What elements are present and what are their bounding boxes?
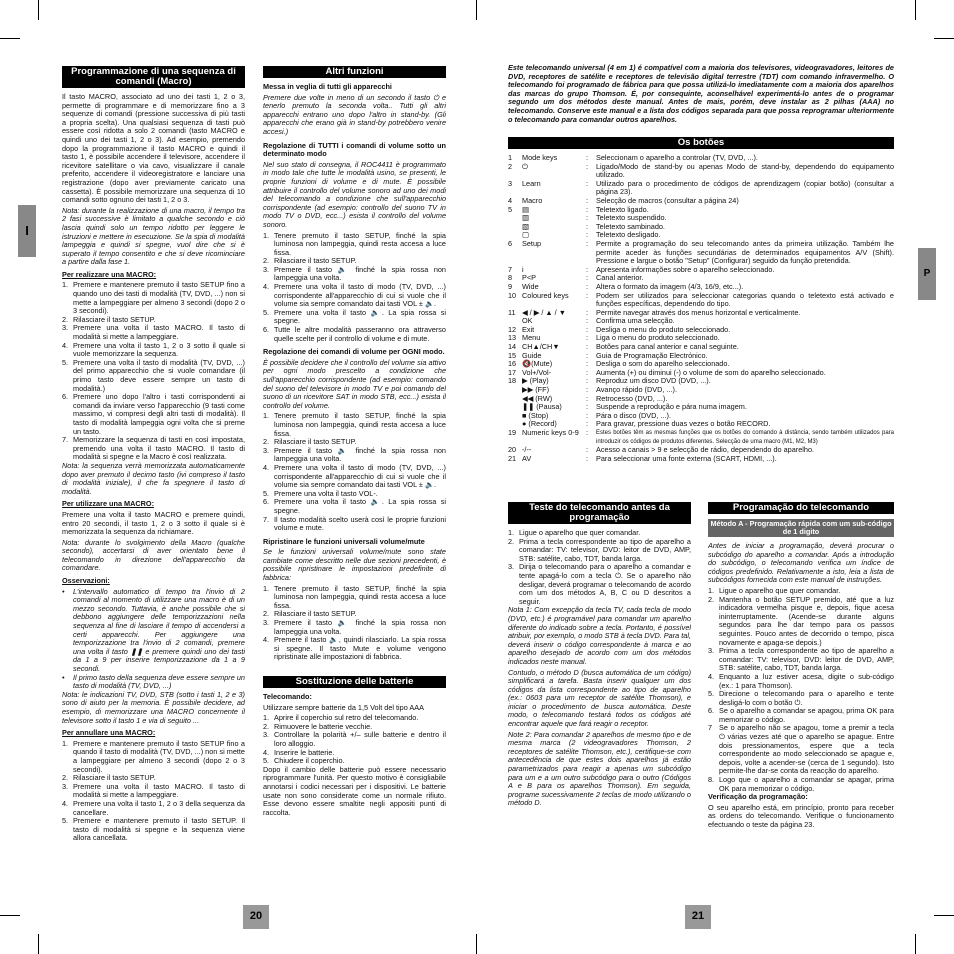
page-number-right: 21	[685, 905, 711, 929]
button-description: Altera o formato da imagem (4/3, 16/9, etc...).	[596, 281, 744, 291]
list-item: Direcione o telecomando para o aparelho e tente desligá-lo com o botão ⏻.	[719, 689, 894, 707]
separator: :	[586, 324, 589, 334]
list-item: L'intervallo automatico di tempo tra l'invio di 2 comandi al momento di utilizzare una macro è di un mezzo secondo. Tuttavia, è anche possibile che si debbono aggiungere delle temporizzazioni nella sequenza al fine di lasciare il tempo di accendersi a certi apparecchi. Per aggiungere una temporizzazione tra l'invio di 2 comandi, premere una volta il tasto ❚❚ e premere quindi uno dei tasti da 1 a 9 per inserire temporizzazione da 1 a 9 secondi.	[73, 586, 245, 673]
crop-mark	[934, 38, 954, 39]
language-tab-italian: I	[18, 205, 36, 257]
standby-title: Messa in veglia di tutti gli apparecchi	[263, 82, 392, 91]
list-item: Rilasciare il tasto SETUP.	[274, 609, 357, 619]
list-item: Tenere premuto il tasto SETUP, finché la spia luminosa non lampeggia, quindi resta accesa a luce fissa.	[274, 411, 446, 438]
list-item: Enquanto a luz estiver acesa, digite o sub-código (ex.: 1 para Thomson).	[719, 671, 894, 690]
method-a-heading: Método A - Programação rápida com um sub-código de 1 digito	[708, 519, 894, 537]
row-number	[508, 412, 522, 421]
separator: :	[586, 307, 589, 317]
list-item: Rilasciare il tasto SETUP.	[73, 314, 156, 324]
button-table	[508, 154, 894, 463]
separator: :	[586, 393, 589, 403]
row-number: 18	[508, 376, 517, 386]
row-number: 8	[508, 273, 513, 283]
list-item: Premere una volta il tasto di modo (TV, DVD, ...) corrispondente all'apparecchio di cui si vuole che il volume sia sempre comandato dai tasti VOL ± 🔈.	[274, 462, 446, 490]
button-name: ▶▶ (FF)	[522, 385, 550, 395]
button-description: Estes botões têm as mesmas funções que os botões do comando à distância, sendo também utilizados para introduzir os códigos de produtos diferentes. Selecção de uma macro (M1, M2, M3)	[596, 430, 894, 445]
separator: :	[586, 359, 589, 369]
button-name: ■ (Stop)	[522, 410, 549, 420]
table-row	[508, 403, 894, 412]
verif-text: O seu aparelho está, em princípio, pronto para receber as ordens do telecomando. Verifique o funcionamento efectuando o teste da página 23.	[708, 802, 894, 829]
button-description: Aumenta (+) ou diminui (-) o volume de som do aparelho seleccionado.	[596, 367, 826, 377]
button-name: AV	[522, 453, 532, 463]
row-number: 15	[508, 350, 517, 360]
language-tab-portuguese: P	[918, 248, 936, 300]
separator: :	[586, 350, 589, 360]
table-row	[508, 214, 894, 223]
button-description: Podem ser utilizados para seleccionar categorias quando o teletexto está activado e funções específicas, dependendo do tipo.	[596, 290, 894, 309]
list-item: Aprire il coperchio sul retro del telecomando.	[274, 713, 419, 723]
botoes-section	[508, 137, 894, 497]
separator: :	[586, 161, 589, 171]
prog-column	[708, 502, 894, 897]
button-name: Coloured keys	[522, 290, 569, 300]
separator: :	[586, 385, 589, 395]
realize-title: Per realizzare una MACRO:	[62, 269, 157, 279]
button-name: Learn	[522, 178, 541, 188]
teste-heading: Teste do telecomando antes da programação	[508, 502, 691, 524]
list-item: Premere una volta il tasto 🔈. La spia rossa si spegne.	[274, 497, 446, 515]
list-item: Controllare la polarità +/– sulle batterie e dentro il loro alloggio.	[274, 730, 446, 748]
list-item: Dirija o telecomando para o aparelho a comandar e tente apagá-lo com a tecla ⏻. Se o aparelho não desligar, deverá programar o telecomando de acordo com um dos métodos A, B, C ou D descritos a seguir.	[519, 562, 691, 606]
button-description: Para seleccionar uma fonte externa (SCART, HDMI, ...).	[596, 453, 777, 463]
table-row	[508, 309, 894, 318]
button-description: Para gravar, pressione duas vezes o botão RECORD.	[596, 419, 771, 429]
list-item: Premere e mantenere premuto il tasto SETUP fino a quando il tasto di modalità (TV, DVD, ...) non si mette a lampeggiare per almeno 3 secondi (dopo 2 o 3 secondi).	[73, 738, 245, 774]
volume-title: Regolazione di TUTTI i comandi di volume sotto un determinato modo	[263, 140, 446, 159]
altri-column	[263, 66, 446, 896]
button-name: P<P	[522, 273, 536, 283]
list-item: Logo que o aparelho a comandar se apagar, prima OK para memorizar o código.	[719, 775, 894, 793]
list-item: Premere e mantenere premuto il tasto SETUP. Il tasto di modalità si spegne e la sequenza viene allora cancellata.	[73, 816, 245, 843]
list-item: Premere il tasto 🔈 finché la spia rossa non lampeggia una volta.	[274, 264, 446, 283]
row-number: 6	[508, 238, 513, 248]
row-number: 19	[508, 428, 517, 437]
batterie-sub: Telecomando:	[263, 692, 312, 701]
button-name: ⏻	[522, 161, 528, 171]
row-number: 9	[508, 281, 513, 291]
intro-paragraph: Este telecomando universal (4 em 1) é compatível com a maioria dos televisores, videogravadores, leitores de DVD, receptores de satélite e receptores de televisão digital terrestre (TDT) com comando infravermelho. O telecomando foi programado de fábrica para que possa utilizá-lo imediatamente com a maioria dos aparelhos das marcas do grupo Thomson. É, por consequinte, aconselhável experimentá-lo antes de o programar segundo um dos métodos deste manual. Antes de mais, porém, deve instalar as 2 pilhas (AAA) no telecomando. Conserve este manual e a lista dos códigos separada para que possa reprogramar ulteriormente o telecomando para comandar outros aparelhos.	[508, 64, 894, 124]
ogni-steps: 1. Tenere premuto il tasto SETUP, finché la spia luminosa non lampeggia, quindi resta accesa a luce fissa. 2. Rilasciare il tasto SETUP. 3. Premere il tasto 🔈 finché la spia rossa non lampeggia una volta. 4. Premere una volta il tasto di modo (TV, DVD, ...) corrispondente all'apparecchio di cui si vuole che il volume sia sempre comandato dai tasti VOL ± 🔈. 5. Premere una volta il tasto VOL-. 6. Premere una volta il tasto 🔈. La spia rossa si spegne. 7. Il tasto modalità scelto userà così le proprie funzioni volume e mute.	[263, 411, 446, 533]
row-number	[508, 214, 522, 223]
crop-mark	[0, 915, 20, 916]
realize-steps: 1. Premere e mantenere premuto il tasto SETUP fino a quando uno dei tasti di modalità (TV, DVD, ...) non si mette a lampeggiare per almeno 3 secondi (dopo 2 o 3 secondi). 2. Rilasciare il tasto SETUP. 3. Premere una volta il tasto MACRO. Il tasto di modalità si mette a lampeggiare. 4. Premere una volta il tasto 1, 2 o 3 sotto il quale si vuole memorizzare la sequenza. 5. Premere una volta il tasto di modalità (TV, DVD, ...) del primo apparecchio che si vuole comandare (il primo tasto deve essere sempre un tasto di modalità.) 6. Premere uno dopo l'altro i tasti corrispondenti ai comandi da inviare verso l'apparecchio (9 tasti come massimo, vi compresi degli altri tasti di modalità). Il tasto di modalità lampeggia ogni volta che si preme un tasto. 7. Memorizzare la sequenza di tasti en così impostata, premendo una volta il tasto MACRO. Il tasto di modalità si spegne e la Macro è così realizzata.	[62, 280, 245, 462]
separator: :	[586, 204, 589, 214]
cancel-steps: 1. Premere e mantenere premuto il tasto SETUP fino a quando il tasto di modalità (TV, DVD, ...) non si mette a lampeggiare per almeno 3 secondi (dopo 2 o 3 secondi). 2. Rilasciare il tasto SETUP. 3. Premere una volta il tasto MACRO. Il tasto di modalità si mette a lampeggiare. 4. Premere una volta il tasto 1, 2 o 3 della sequenza da cancellare. 5. Premere e mantenere premuto il tasto SETUP. Il tasto di modalità si spegne e la sequenza viene allora cancellata.	[62, 738, 245, 843]
separator: :	[586, 281, 589, 291]
button-description: Retrocesso (DVD, ...).	[596, 393, 668, 403]
macro-note-3: Nota: durante lo svolgimento della Macro (qualche secondo), accertarsi di aver orientato bene il telecomando in direzione dell'apparecchio da comandare.	[62, 537, 245, 573]
separator: :	[586, 290, 589, 300]
row-number	[508, 403, 522, 412]
row-number: 1	[508, 153, 513, 162]
list-item: Tenere premuto il tasto SETUP, finché la spia luminosa non lampeggia, quindi resta accesa a luce fissa.	[274, 230, 446, 257]
macro-note-4: Nota: le indicazioni TV, DVD, STB (sotto i tasti 1, 2 e 3) sono di aiuto per la memoria. È possibile decidere, ad esempio, di memorizzare una MACRO concernente il televisore sotto il tasto 1 e via di seguito ...	[62, 689, 245, 725]
separator: :	[586, 316, 589, 326]
button-name: ❚❚ (Pausa)	[522, 402, 562, 412]
button-name: CH▲/CH▼	[522, 342, 560, 352]
teste-note-2: Note 2: Para comandar 2 aparelhos de mesmo tipo e de mesma marca (2 videogravadores Thomson, 2 receptores de satélite Thomson, etc.), certifique-se com antecedência de que estes dois aparelhos já estão parametrizados para reagir a apenas um subcódigo para um e a um outro subcódigo para o outro (Códigos A e B para os aparelhos Thomson). Em seguida, programe sucessivamente 2 teclas de modo utilizando o método D.	[508, 729, 691, 808]
list-item: Rimuovere le batterie vecchie.	[274, 721, 373, 731]
row-number: 16	[508, 359, 517, 369]
separator: :	[586, 410, 589, 420]
button-description: Permite a programação do seu telecomando antes da primeira utilização. Também lhe permite aceder às funções secundárias de determinados equipamentos A/V (Shift). Pressione e largue o botão "Setup" (Configurar) seguido da função pretendida.	[596, 238, 894, 266]
button-name: OK	[522, 316, 533, 326]
crop-mark	[915, 934, 916, 954]
macro-intro: Il tasto MACRO, associato ad uno dei tasti 1, 2 o 3, permette di programmare e di memorizzare fino a 3 sequenze di comandi (pressione successiva di più tasti a propria scelta). Una qualsiasi sequenza di tasti può essere così ridotta a solo 2 comandi (tasto MACRO e quindi uno dei tasti 1, 2 o 3). Ad esempio, premendo dopo la programmazione il tasto MACRO e quindi il tasto 1, è possibile accendere il televisore, accendere il ricevitore satellitare o via cavo, visualizzare il canale preferito, accendere il videoregistratore e lanciare una registrazione (dopo aver previamente caricato una cassetta). È possibile memorizzare una sequenza di 10 comandi sotto ognuno dei tasti 1, 2 o 3.	[62, 92, 245, 205]
button-name: ◀ / ▶ / ▲ / ▼	[522, 307, 566, 317]
macro-note-1: Nota: durante la realizzazione di una macro, il tempo tra 2 fasi successive è limitato a qualche secondo e ciò lascia quindi solo un tempo ridotto per leggere le istruzioni e mettere in esecuzione. Se la spia di modalità lampeggia e quindi si spegne, vuol dire che si è superato il tempo consentito e che si deve ricominciare a partire dalla fase 1.	[62, 205, 245, 267]
batterie-after: Dopo il cambio delle batterie può essere necessario riprogrammare l'unità. Per questo motivo è consigliabile annotarsi i codici necessari per i dispositivi. Le batterie usate non sono considerate come un normale rifiuto. Esse devono essere smaltite negli appositi punti di raccolta.	[263, 764, 446, 817]
button-description: Pára o disco (DVD, ...).	[596, 410, 672, 420]
crop-mark	[0, 38, 20, 39]
table-row	[508, 429, 894, 446]
table-row	[508, 180, 894, 197]
separator: :	[586, 273, 589, 283]
obs-list: • L'intervallo automatico di tempo tra l'invio di 2 comandi al momento di utilizzare una macro è di un mezzo secondo. Tuttavia, è anche possibile che si debbono aggiungere delle temporizzazioni nella sequenza al fine di lasciare il tempo di accendersi a certi apparecchi. Per aggiungere una temporizzazione tra l'invio di 2 comandi, premere una volta il tasto ❚❚ e premere quindi uno dei tasti da 1 a 9 per inserire temporizzazione da 1 a 9 secondi. • Il primo tasto della sequenza deve essere sempre un tasto di modalità (TV, DVD, ...)	[62, 586, 245, 691]
row-number: 14	[508, 342, 517, 352]
button-name: Exit	[522, 324, 535, 334]
list-item: Tenere premuto il tasto SETUP, finché la spia luminosa non lampeggia, quindi resta accesa a luce fissa.	[274, 583, 446, 610]
batterie-steps: 1. Aprire il coperchio sul retro del telecomando. 2. Rimuovere le batterie vecchie. 3. Controllare la polarità +/– sulle batterie e dentro il loro alloggio. 4. Inserire le batterie. 5. Chiudere il coperchio.	[263, 713, 446, 766]
button-name: Guide	[522, 350, 542, 360]
separator: :	[586, 153, 589, 162]
list-item: Premere una volta il tasto 1, 2 o 3 sotto il quale si vuole memorizzare la sequenza.	[73, 340, 245, 359]
button-description: Teletexto ligado.	[596, 204, 649, 214]
separator: :	[586, 178, 589, 188]
separator: :	[586, 402, 589, 412]
table-row	[508, 455, 894, 464]
row-number: 5	[508, 204, 513, 214]
crop-mark	[38, 934, 39, 954]
list-item: Premere una volta il tasto 1, 2 o 3 della sequenza da cancellare.	[73, 798, 245, 817]
list-item: Il tasto modalità scelto userà così le proprie funzioni volume e mute.	[274, 514, 446, 533]
separator: :	[586, 213, 589, 223]
button-name: Wide	[522, 281, 539, 291]
row-number: 11	[508, 307, 516, 317]
row-number: 2	[508, 161, 513, 171]
table-row	[508, 240, 894, 266]
list-item: Premere e mantenere premuto il tasto SETUP fino a quando uno dei tasti di modalità (TV, DVD, ...) non si mette a lampeggiare per almeno 3 secondi (dopo 2 o 3 secondi).	[73, 280, 245, 316]
separator: :	[586, 221, 589, 231]
button-description: Selecção de macros (consultar a página 24)	[596, 195, 739, 205]
table-row	[508, 377, 894, 386]
button-description: Utilizado para o procedimento de códigos de aprendizagem (copiar botão) (consultar a página 23).	[596, 178, 894, 197]
button-description: Acesso a canais > 9 e selecção de rádio, dependendo do aparelho.	[596, 445, 815, 455]
button-name: ● (Record)	[522, 419, 557, 429]
list-item: Mantenha o botão SETUP premido, até que a luz indicadora vermelha pisque e, depois, fique acesa ininterruptamente. (Acende-se durante alguns segundos para lhe dar tempo para os passos seguintes. Pouco antes de decorrido o tempo, pisca novamente e apaga-se depois.)	[719, 594, 894, 647]
row-number: 13	[508, 333, 517, 343]
list-item: Premere il tasto 🔈, quindi rilasciarlo. La spia rossa si spegne. Il tasto Mute e volume vengono ripristinate alle impostazioni di fabbrica.	[274, 635, 446, 662]
separator: :	[586, 333, 589, 343]
list-item: Inserire le batterie.	[274, 747, 335, 757]
button-name: 🔇(Mute)	[522, 359, 553, 369]
row-number: 4	[508, 195, 513, 205]
button-description: Liga o menu do produto seleccionado.	[596, 333, 720, 343]
separator: :	[586, 445, 589, 455]
button-description: Guia de Programação Electrónico.	[596, 350, 708, 360]
row-number: 12	[508, 324, 517, 334]
list-item: Il primo tasto della sequenza deve essere sempre un tasto di modalità (TV, DVD, ...)	[73, 672, 245, 691]
list-item: Premere una volta il tasto MACRO. Il tasto di modalità si mette a lampeggiare.	[73, 323, 245, 342]
batterie-heading: Sostituzione delle batterie	[263, 676, 446, 688]
altri-heading: Altri funzioni	[263, 66, 446, 78]
button-name: ▢	[522, 230, 529, 240]
list-item: Chiudere il coperchio.	[274, 756, 345, 766]
row-number	[508, 395, 522, 404]
list-item: Rilasciare il tasto SETUP.	[73, 773, 156, 783]
prog-intro: Antes de iniciar a programação, deverá procurar o subcódigo do aparelho a comandar. Após a introdução do subcódigo, o telecomando verifica um índice de códigos predefinido. Relativamente a isto, leia a lista de subcódigos fornecida com este manual de instruções.	[708, 541, 894, 585]
table-row	[508, 386, 894, 395]
separator: :	[586, 376, 589, 386]
list-item: Prima a tecla correspondente ao tipo de aparelho a comandar: TV: televisor, DVD: leitor de DVD, AMP, STB: satélite, cabo, TDT, banda larga.	[719, 646, 894, 673]
prog-heading: Programação do telecomando	[708, 502, 894, 514]
button-name: Menu	[522, 333, 541, 343]
crop-mark	[476, 934, 477, 954]
separator: :	[586, 264, 589, 274]
row-number: 3	[508, 178, 513, 188]
ogni-title: Regolazione dei comandi di volume per OGNI modo.	[263, 347, 445, 357]
list-item: Premere una volta il tasto di modalità (TV, DVD, ...) del primo apparecchio che si vuole comandare (il primo tasto deve essere sempre un tasto di modalità.)	[73, 357, 245, 393]
list-item: Se o aparelho a comandar se apagou, prima OK para memorizar o código.	[719, 706, 894, 724]
separator: :	[586, 230, 589, 240]
separator: :	[586, 238, 589, 248]
button-name: ◀◀ (RW)	[522, 393, 553, 403]
button-description: Suspende a reprodução e pára numa imagem.	[596, 402, 747, 412]
row-number: 10	[508, 290, 517, 300]
ogni-text: È possibile decidere che il controllo del volume sia attivo per ogni modo prescelto a condizione che sull'apparecchio corrispondente (ad esempio: comando del suono del televisore in modo TV e poi comando del suono di un ricevitore SAT in modo STB, ecc...) esista il controllo del volume.	[263, 357, 446, 410]
crop-mark	[476, 0, 477, 20]
list-item: Premere il tasto 🔈 finché la spia rossa non lampeggia una volta.	[274, 445, 446, 464]
restore-text: Se le funzioni universali volume/mute sono state cambiate come descritto nelle due sezioni precedenti, è possibile ripristinare le impostazioni predefinite di fabbrica:	[263, 547, 446, 583]
button-description: Reproduz um disco DVD (DVD, ...).	[596, 376, 711, 386]
row-number	[508, 386, 522, 395]
list-item: Premere una volta il tasto 🔈. La spia rossa si spegne.	[274, 307, 446, 326]
macro-note-2: Nota: la sequenza verrà memorizzata automaticamente dopo aver premuto il decimo tasto (ivi compreso il tasto di modalità iniziale), il che fa spegnere il tasto di modalità.	[62, 460, 245, 496]
list-item: Premere una volta il tasto MACRO. Il tasto di modalità si mette a lampeggiare.	[73, 781, 245, 800]
button-name: i	[522, 264, 524, 274]
verif-title: Verificação da programação:	[708, 792, 808, 802]
separator: :	[586, 419, 589, 429]
list-item: Ligue o aparelho que quer comandar.	[719, 585, 841, 595]
botoes-heading: Os botões	[508, 137, 894, 149]
table-row	[508, 223, 894, 232]
teste-note-1: Nota 1: Com excepção da tecla TV, cada tecla de modo (DVD, etc.) é programável para comandar um aparelho diferente do indicado sobre a tecla. Portanto, é possível atribuir, por exemplo, o modo STB à tecla DVD. Para tal, deverá inserir o código correspondente à marca e ao aparelho desejado de acordo com um dos métodos indicados neste manual.	[508, 605, 691, 666]
batterie-text: Utilizzare sempre batterie da 1,5 Volt del tipo AAA	[263, 702, 425, 712]
list-item: Premere una volta il tasto VOL-.	[274, 488, 378, 498]
button-name: Macro	[522, 195, 543, 205]
standby-text: Premere due volte in meno di un secondo il tasto ⏻ e tenerlo premuto la seconda volta.. Tutti gli altri apparecchi entrano uno dopo l'altro in stand-by. (Gli apparecchi che erano già in stand-by potrebbero venire accesi.)	[263, 92, 446, 136]
list-item: Tutte le altre modalità passeranno ora attraverso quelle scelte per il controllo di volume e di mute.	[274, 325, 446, 343]
button-description: Seleccionam o aparelho a controlar (TV, DVD, ...).	[596, 153, 758, 162]
separator: :	[586, 367, 589, 377]
button-description: Confirma uma selecção.	[596, 316, 675, 326]
volume-text: Nel suo stato di consegna, il ROC4411 è programmato in modo tale che tutte le modalità usino, se presenti, le proprie funzioni di volume e di mute. È possibile attribuire il controllo del volume sonoro ad uno dei modi del telecomando a condizione che sull'apparecchio corrispondente (ad esempio: controllo del suono TV in modo TV o DVD, ecc...) esista il controllo del volume sonoro.	[263, 159, 446, 229]
crop-mark	[915, 0, 916, 20]
teste-steps: 1. Ligue o aparelho que quer comandar. 2. Prima a tecla correspondente ao tipo de aparelho a comandar: TV: televisor, DVD: leitor de DVD, AMP, STB: satélite, cabo, TDT, banda larga. 3. Dirija o telecomando para o aparelho a comandar e tente apagá-lo com a tecla ⏻. Se o aparelho não desligar, deverá programar o telecomando de acordo com um dos métodos A, B, C ou D descritos a seguir.	[508, 528, 691, 606]
row-number: 17	[508, 367, 517, 377]
list-item: Rilasciare il tasto SETUP.	[274, 437, 357, 447]
button-name: Setup	[522, 238, 542, 248]
cancel-title: Per annullare una MACRO:	[62, 728, 156, 738]
table-row	[508, 292, 894, 309]
teste-column	[508, 502, 691, 897]
crop-mark	[934, 915, 954, 916]
button-description: Teletexto suspendido.	[596, 213, 667, 223]
button-description: Ligado/Modo de stand-by ou apenas Modo de stand-by, dependendo do equipamento utilizado.	[596, 161, 894, 180]
button-name: ▤	[522, 204, 529, 214]
button-description: Teletexto sambinado.	[596, 221, 665, 231]
button-description: Apresenta informações sobre o aparelho seleccionado.	[596, 264, 775, 274]
button-name: Vol+/Vol-	[522, 367, 552, 377]
list-item: Premere una volta il tasto di modo (TV, DVD, ...) corrispondente all'apparecchio di cui si vuole che il volume sia sempre comandato dai tasti VOL ± 🔈.	[274, 282, 446, 309]
button-description: Desliga o menu do produto seleccionado.	[596, 324, 731, 334]
restore-steps: 1. Tenere premuto il tasto SETUP, finché la spia luminosa non lampeggia, quindi resta accesa a luce fissa. 2. Rilasciare il tasto SETUP. 3. Premere il tasto 🔈 finché la spia rossa non lampeggia una volta. 4. Premere il tasto 🔈, quindi rilasciarlo. La spia rossa si spegne. Il tasto Mute e volume vengono ripristinate alle impostazioni di fabbrica.	[263, 583, 446, 662]
list-item: Se o aparelho não se apagou, torne a premir a tecla ⏻ várias vezes até que o aparelho se apague. Entre dois pressionamentos, espere que a tecla correspondente ao modo seleccionado se apague e, depois, volte a acender-se (cerca de 1 segundo). Isto permite-lhe dar-se conta da reacção do aparelho.	[719, 723, 894, 776]
list-item: Rilasciare il tasto SETUP.	[274, 256, 357, 266]
table-row	[508, 197, 894, 206]
table-row	[508, 163, 894, 180]
list-item: Prima a tecla correspondente ao tipo de aparelho a comandar: TV: televisor, DVD: leitor de DVD, AMP, STB: satélite, cabo, TDT, banda larga.	[519, 536, 691, 563]
button-description: Permite navegar através dos menus horizontal e verticalmente.	[596, 307, 801, 317]
macro-column	[62, 66, 245, 896]
table-row	[508, 206, 894, 215]
button-name: -/--	[522, 445, 532, 455]
separator: :	[586, 342, 589, 352]
list-item: Memorizzare la sequenza di tasti en così impostata, premendo una volta il tasto MACRO. Il tasto di modalità si spegne e la Macro è così realizzata.	[73, 435, 245, 462]
prog-steps: 1. Ligue o aparelho que quer comandar. 2. Mantenha o botão SETUP premido, até que a luz indicadora vermelha pisque e, depois, fique acesa ininterruptamente. (Acende-se durante alguns segundos para lhe dar tempo para os passos seguintes. Pouco antes de decorrido o tempo, pisca novamente e apaga-se depois.) 3. Prima a tecla correspondente ao tipo de aparelho a comandar: TV: televisor, DVD: leitor de DVD, AMP, STB: satélite, cabo, TDT, banda larga. 4. Enquanto a luz estiver acesa, digite o sub-código (ex.: 1 para Thomson). 5. Direcione o telecomando para o aparelho e tente desligá-lo com o botão ⏻. 6. Se o aparelho a comandar se apagou, prima OK para memorizar o código. 7 Se o aparelho não se apagou, torne a premir a tecla ⏻ várias vezes até que o aparelho se apague. Entre dois pressionamentos, espere que a tecla correspondente ao modo seleccionado se apague e, depois, volte a acender-se (cerca de 1 segundo). Isto permite-lhe dar-se conta da reacção do aparelho. 8. Logo que o aparelho a comandar se apagar, prima OK para memorizar o código.	[708, 585, 894, 793]
use-title: Per utilizzare una MACRO:	[62, 499, 155, 509]
restore-title: Ripristinare le funzioni universali volume/mute	[263, 536, 425, 546]
separator: :	[586, 453, 589, 463]
teste-note-d: Contudo, o método D (busca automática de um código) simplificará a tarefa. Basta inserir qualquer um dos códigos da lista correspondente ao tipo de aparelho (ex.: 0603 para um receptor de satélite Thomson), e iniciar o procedimento de busca automática. Deste modo, o telecomando testará todos os códigos até encontrar aquele que fará reagir o receptor.	[508, 667, 691, 729]
button-name: ▧	[522, 221, 529, 231]
row-number	[508, 223, 522, 232]
use-text: Premere una volta il tasto MACRO e premere quindi, entro 20 secondi, il tasto 1, 2 o 3 sotto il quale si è memorizzata la sequenza da richiamare.	[62, 509, 245, 537]
crop-mark	[38, 0, 39, 20]
row-number: 20	[508, 445, 517, 455]
button-name: ▶ (Play)	[522, 376, 549, 386]
button-description: Botões para canal anterior e canal seguinte.	[596, 342, 739, 352]
list-item: Ligue o aparelho que quer comandar.	[519, 528, 641, 537]
page-number-left: 20	[243, 905, 269, 929]
button-name: Mode keys	[522, 153, 558, 162]
button-description: Teletexto desligado.	[596, 230, 661, 240]
button-description: Desliga o som do aparelho seleccionado.	[596, 359, 730, 369]
button-description: Canal anterior.	[596, 273, 644, 283]
table-row	[508, 266, 894, 275]
macro-heading: Programmazione di una sequenza di comandi (Macro)	[62, 66, 245, 88]
button-description: Avanço rápido (DVD, ...).	[596, 385, 677, 395]
separator: :	[586, 195, 589, 205]
obs-title: Osservazioni:	[62, 576, 110, 586]
list-item: Premere il tasto 🔈 finché la spia rossa non lampeggia una volta.	[274, 618, 446, 636]
row-number: 7	[508, 264, 513, 274]
volume-steps: 1. Tenere premuto il tasto SETUP, finché la spia luminosa non lampeggia, quindi resta accesa a luce fissa. 2. Rilasciare il tasto SETUP. 3. Premere il tasto 🔈 finché la spia rossa non lampeggia una volta. 4. Premere una volta il tasto di modo (TV, DVD, ...) corrispondente all'apparecchio di cui si vuole che il volume sia sempre comandato dai tasti VOL ± 🔈. 5. Premere una volta il tasto 🔈. La spia rossa si spegne. 6. Tutte le altre modalità passeranno ora attraverso quelle scelte per il controllo di volume e di mute.	[263, 230, 446, 343]
button-name: ▥	[522, 213, 529, 223]
list-item: Premere uno dopo l'altro i tasti corrispondenti ai comandi da inviare verso l'apparecchio (9 tasti come massimo, vi compresi degli altri tasti di modalità). Il tasto di modalità lampeggia ogni volta che si preme un tasto.	[73, 392, 245, 436]
button-name: Numeric keys 0-9	[522, 428, 579, 437]
separator: :	[586, 428, 589, 437]
row-number: 21	[508, 453, 517, 463]
